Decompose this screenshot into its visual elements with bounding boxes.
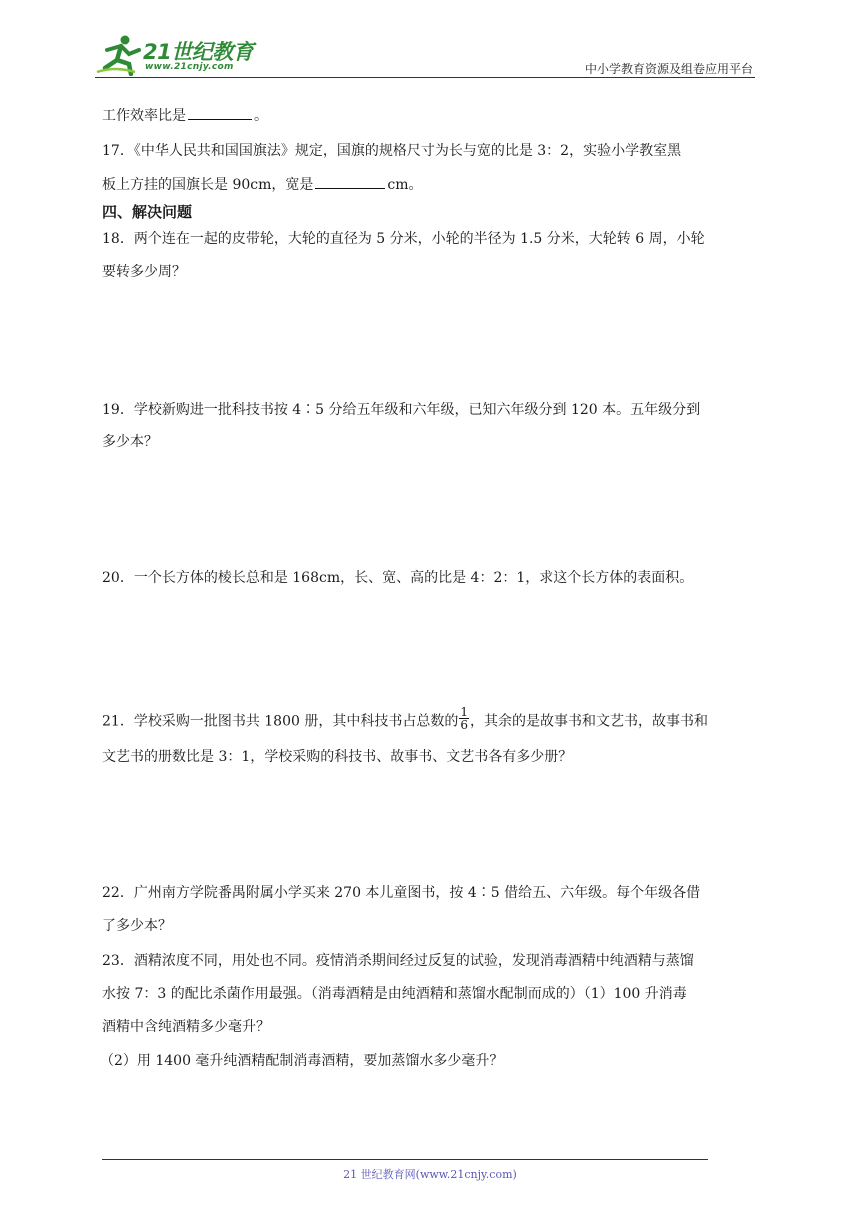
question-20-line-1: 20．一个长方体的棱长总和是 168cm，长、宽、高的比是 4：2：1，求这个长方体的表面积。 (102, 570, 694, 586)
runner-icon (95, 32, 145, 76)
footer-divider (102, 1159, 708, 1160)
question-22-line-2: 了多少本？ (102, 918, 172, 934)
page-header (95, 30, 755, 80)
question-23-line-3: 酒精中含纯酒精多少毫升？ (102, 1019, 270, 1035)
answer-blank[interactable] (315, 174, 385, 189)
footer-link[interactable]: 21 世纪教育网(www.21cnjy.com) (343, 1168, 517, 1181)
header-divider (95, 77, 755, 78)
question-23-line-1: 23．酒精浓度不同，用处也不同。疫情消杀期间经过反复的试验，发现消毒酒精中纯酒精与蒸馏 (102, 953, 694, 969)
question-18-line-1: 18．两个连在一起的皮带轮，大轮的直径为 5 分米，小轮的半径为 1.5 分米，大轮转 6 周，小轮 (102, 231, 705, 247)
question-23-line-4: （2）用 1400 毫升纯酒精配制消毒酒精，要加蒸馏水多少毫升？ (100, 1053, 504, 1069)
question-23-line-2: 水按 7：3 的配比杀菌作用最强。（消毒酒精是由纯酒精和蒸馏水配制而成的）（1）100 升消毒 (102, 986, 687, 1002)
question-17-line-2: 板上方挂的国旗长是 90cm，宽是 cm。 (102, 174, 423, 195)
header-platform-text: 中小学教育资源及组卷应用平台 (584, 62, 753, 76)
question-22-line-1: 22．广州南方学院番禺附属小学买来 270 本儿童图书，按 4∶5 借给五、六年级。每个年级各借 (102, 885, 701, 901)
question-16-tail: 工作效率比是 。 (102, 105, 268, 126)
logo-url: www.21cnjy.com (145, 62, 234, 72)
section-title: 四、解决问题 (102, 203, 193, 221)
logo-text: 21世纪教育 (143, 40, 254, 64)
fraction: $\frac{1}{6}$ (460, 705, 468, 732)
question-18-line-2: 要转多少周？ (102, 264, 186, 280)
question-21-line-1: 21．学校采购一批图书共 1800 册，其中科技书占总数的 $\frac{1}{6}$ ，其余的是故事书和文艺书，故事书和 (102, 705, 708, 732)
question-17-line-1: 17．《中华人民共和国国旗法》规定，国旗的规格尺寸为长与宽的比是 3：2，实验小学教室黑 (102, 143, 682, 159)
question-19-line-2: 多少本？ (102, 434, 158, 450)
question-19-line-1: 19．学校新购进一批科技书按 4∶5 分给五年级和六年级，已知六年级分到 120 本。五年级分到 (102, 402, 701, 418)
answer-blank[interactable] (188, 105, 252, 120)
question-21-line-2: 文艺书的册数比是 3：1，学校采购的科技书、故事书、文艺书各有多少册？ (102, 749, 573, 765)
site-logo[interactable] (95, 32, 265, 76)
